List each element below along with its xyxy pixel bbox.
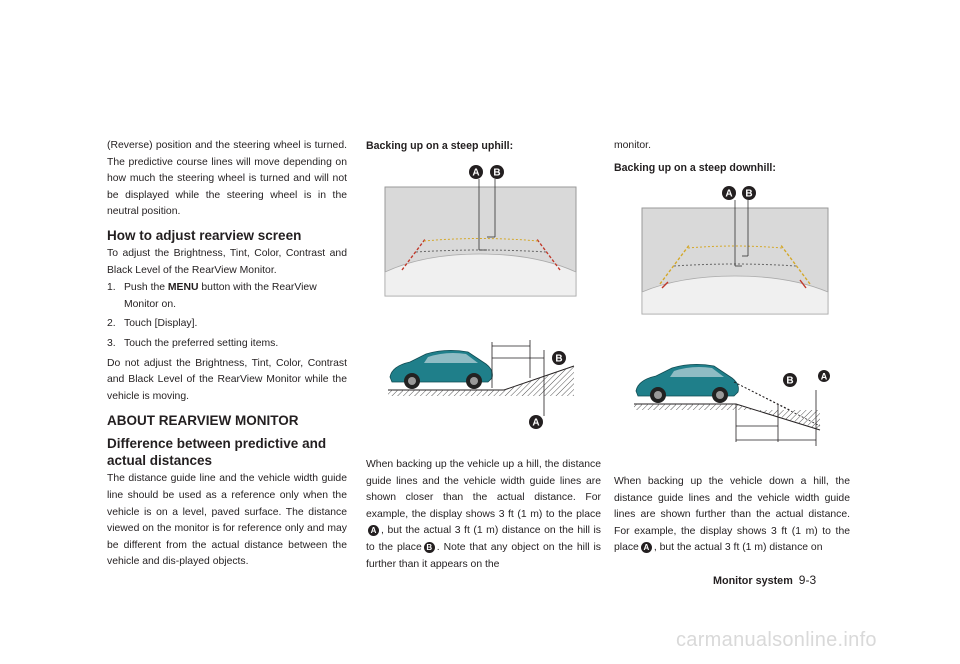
marker-a-icon — [722, 186, 736, 200]
page-footer — [713, 573, 816, 587]
marker-a-icon — [529, 415, 543, 429]
adjust-heading: How to adjust rearview screen — [107, 227, 302, 243]
marker-a-icon: A — [368, 525, 379, 536]
step-item — [107, 336, 347, 353]
marker-b-icon — [783, 373, 797, 387]
step-text: Touch the preferred setting items. — [124, 337, 279, 349]
svg-text:A: A — [820, 371, 828, 382]
svg-text:B: B — [555, 353, 563, 365]
step-number: 1. — [107, 282, 116, 294]
watermark: carmanualsonline.info — [676, 629, 877, 651]
section-name: Monitor system — [713, 575, 793, 587]
svg-text:A: A — [532, 417, 540, 429]
step-text: Push the MENU button with the RearView Monitor on. — [124, 282, 317, 310]
step-number: 2. — [107, 318, 116, 330]
marker-a-icon — [469, 165, 483, 179]
continuation-text: monitor. — [614, 140, 651, 151]
column-left — [107, 138, 347, 571]
downhill-heading: Backing up on a steep downhill: — [614, 161, 776, 174]
step-number: 3. — [107, 337, 116, 349]
uphill-heading: Backing up on a steep uphill: — [366, 140, 514, 152]
svg-text:B: B — [786, 375, 794, 387]
marker-a-icon: A — [641, 542, 652, 553]
difference-heading: Difference between predictive and actual distances — [107, 436, 327, 469]
uphill-description: When backing up the vehicle up a hill, the distance guide lines and the vehicle width guide lines are shown closer than the actual distance. For example, the display shows 3 ft (1 m) to the placeA , but the actual 3 ft (1 m) distance on the hill is to the place B . Note that any object on the hill is further than it appears on the — [366, 459, 601, 570]
svg-text:A: A — [472, 167, 480, 179]
marker-b-icon — [490, 165, 504, 179]
column-right — [614, 138, 850, 176]
about-heading: ABOUT REARVIEW MONITOR — [107, 413, 299, 429]
downhill-monitor-illustration — [630, 184, 830, 316]
car-icon — [636, 364, 738, 403]
svg-text:B: B — [493, 167, 501, 179]
column-middle — [366, 138, 601, 155]
uphill-side-view-illustration — [384, 330, 578, 430]
svg-text:A: A — [725, 188, 733, 200]
adjust-paragraph: To adjust the Brightness, Tint, Color, Contrast and Black Level of the RearView Monitor. — [107, 247, 347, 276]
step-item — [107, 280, 347, 313]
marker-b-icon: B — [424, 542, 435, 553]
car-icon — [390, 350, 492, 389]
marker-b-icon — [742, 186, 756, 200]
menu-button-label: MENU — [167, 282, 199, 294]
page-number: 9-3 — [798, 573, 817, 587]
donot-paragraph: Do not adjust the Brightness, Tint, Color, Contrast and Black Level of the RearView Monitor while the vehicle is moving. — [107, 357, 347, 402]
downhill-side-view-illustration — [630, 354, 830, 448]
marker-b-icon — [552, 351, 566, 365]
svg-text:B: B — [745, 188, 753, 200]
difference-paragraph: The distance guide line and the vehicle width guide line should be used as a reference only when the vehicle is on a level, paved surface. The distance viewed on the monitor is for reference only and may be different from the actual distance between the vehicle and dis-played objects. — [107, 473, 347, 568]
intro-paragraph: (Reverse) position and the steering wheel is turned. The predictive course lines will move depending on how much the steering wheel is turned and will not be displayed while the steering wheel is in the neutral position. — [107, 140, 347, 218]
step-item — [107, 316, 347, 333]
downhill-description: When backing up the vehicle down a hill, the distance guide lines and the vehicle width guide lines are shown further than the actual distance. For example, the display shows 3 ft (1 m) to the place A , but the actual 3 ft (1 m) distance on — [614, 476, 850, 554]
step-text: Touch [Display]. — [124, 318, 198, 330]
marker-a-icon — [818, 370, 830, 382]
uphill-monitor-illustration — [384, 162, 578, 298]
